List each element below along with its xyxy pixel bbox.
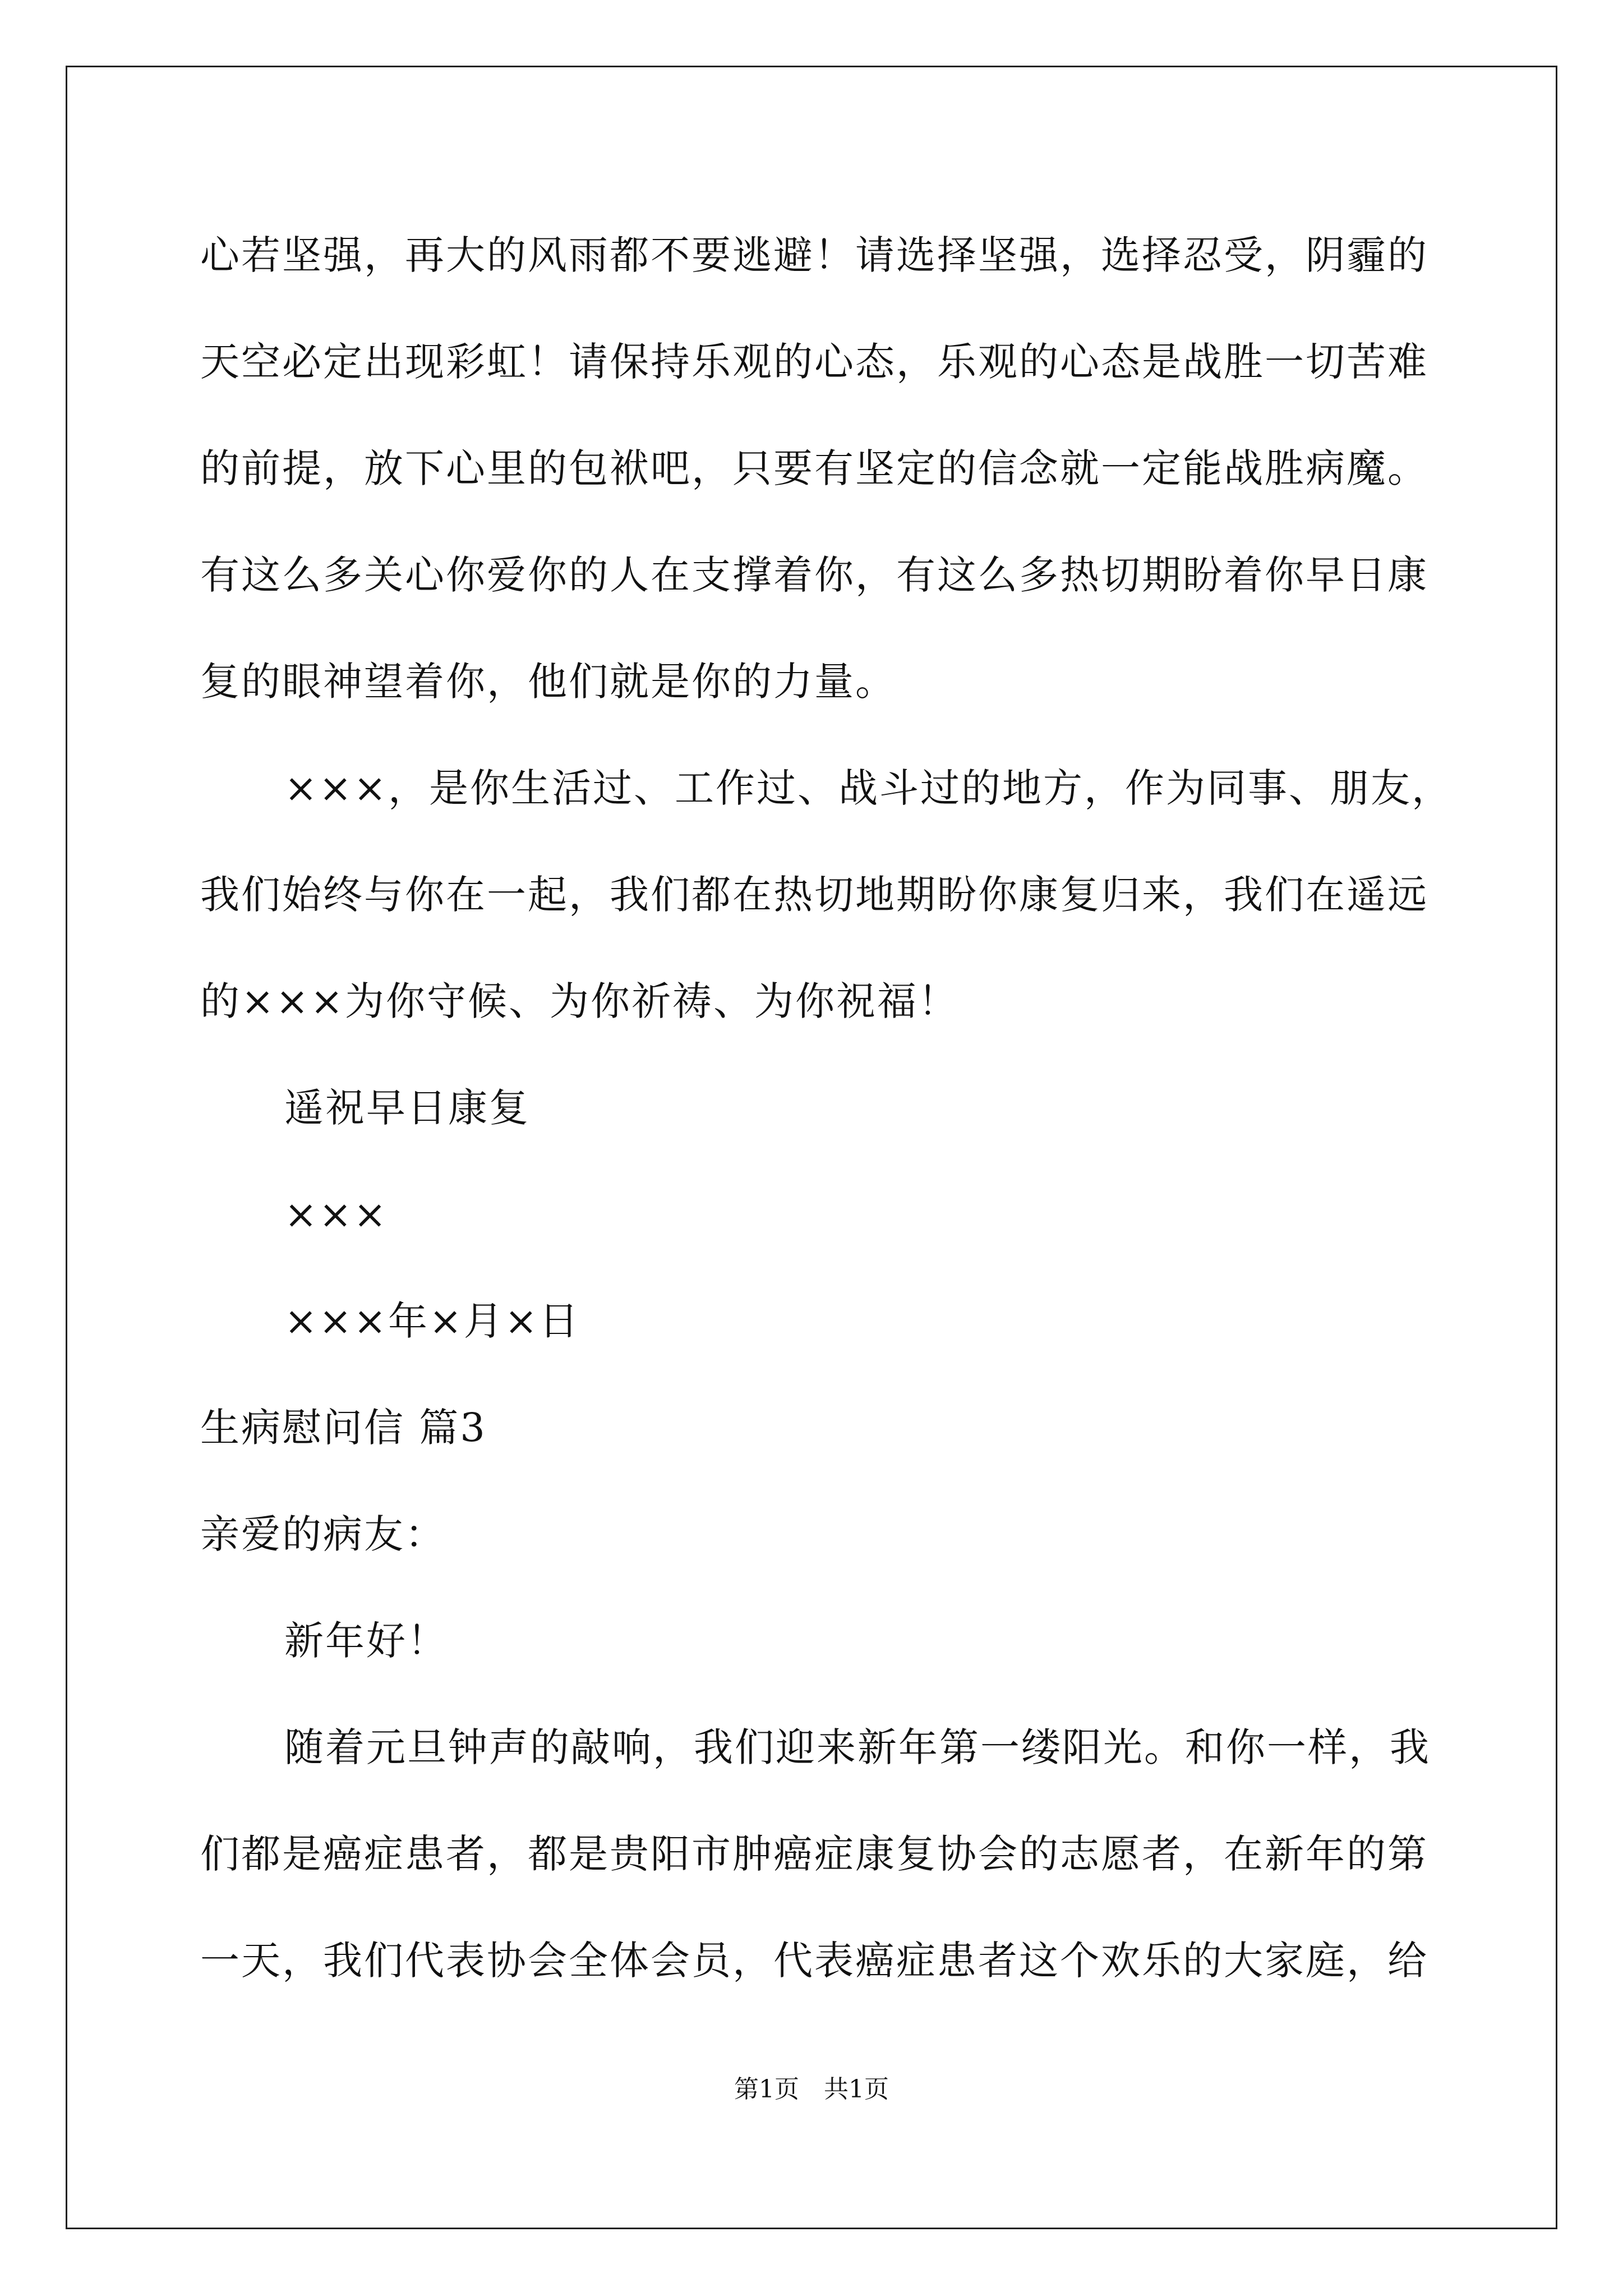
closing-wish: 遥祝早日康复 — [284, 1085, 530, 1131]
date-line: ×××年×月×日 — [284, 1298, 580, 1344]
page-footer — [0, 2073, 1623, 2106]
text-line: 复的眼神望着你，他们就是你的力量。 — [200, 659, 896, 705]
text-line: 我们始终与你在一起，我们都在热切地期盼你康复归来，我们在遥远 — [200, 872, 1428, 918]
text-line: 一天，我们代表协会全体会员，代表癌症患者这个欢乐的大家庭，给 — [200, 1938, 1428, 1984]
page-number: 第1页 共1页 — [734, 2075, 889, 2104]
document-body — [200, 213, 1453, 2025]
text-line: 随着元旦钟声的敲响，我们迎来新年第一缕阳光。和你一样，我 — [284, 1724, 1431, 1770]
text-line: 天空必定出现彩虹！请保持乐观的心态，乐观的心态是战胜一切苦难 — [200, 339, 1428, 385]
text-line: 的前提，放下心里的包袱吧，只要有坚定的信念就一定能战胜病魔。 — [200, 445, 1428, 491]
section-heading: 生病慰问信 篇3 — [200, 1405, 487, 1451]
salutation: 亲爱的病友： — [200, 1511, 446, 1557]
text-line: 的×××为你守候、为你祈祷、为你祝福！ — [200, 978, 959, 1024]
text-line: 有这么多关心你爱你的人在支撑着你，有这么多热切期盼着你早日康 — [200, 552, 1428, 598]
greeting: 新年好！ — [284, 1618, 448, 1664]
text-line: ×××，是你生活过、工作过、战斗过的地方，作为同事、朋友， — [284, 765, 1453, 811]
text-line: 心若坚强，再大的风雨都不要逃避！请选择坚强，选择忍受，阴霾的 — [200, 232, 1428, 278]
signature: ××× — [284, 1191, 388, 1237]
text-line: 们都是癌症患者，都是贵阳市肿癌症康复协会的志愿者，在新年的第 — [200, 1831, 1428, 1877]
